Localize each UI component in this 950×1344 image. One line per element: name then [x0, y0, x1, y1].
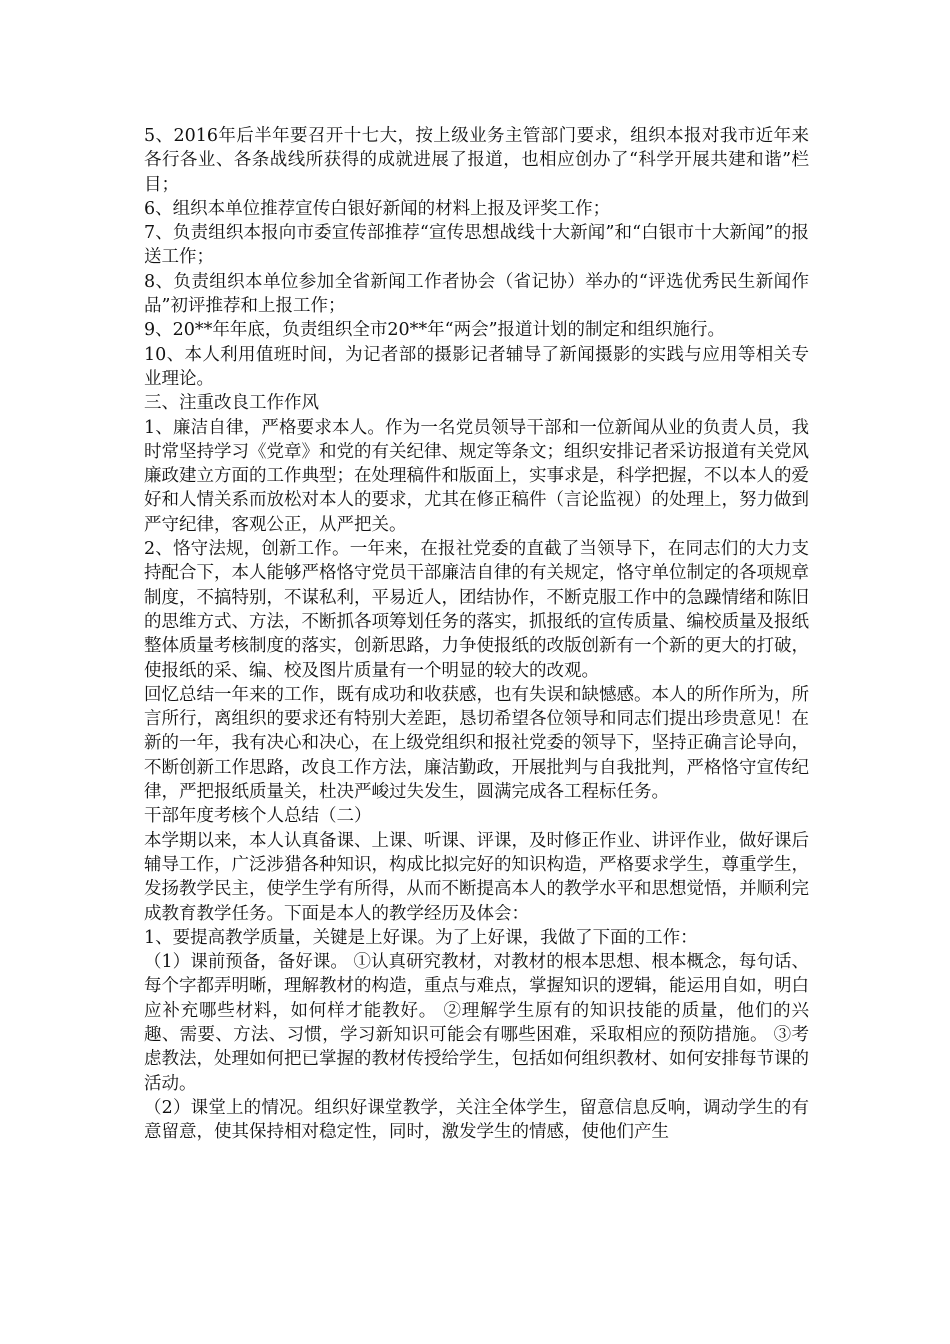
paragraph-item-10: 10、本人利用值班时间，为记者部的摄影记者辅导了新闻摄影的实践与应用等相关专业理论。 [144, 344, 809, 389]
paragraph-item-5: 5、2016年后半年要召开十七大，按上级业务主管部门要求，组织本报对我市近年来各行各业、各条战线所获得的成就进展了报道，也相应创办了“科学开展共建和谐”栏目； [144, 126, 809, 195]
paragraph-item-8: 8、负责组织本单位参加全省新闻工作者协会（省记协）举办的“评选优秀民生新闻作品”初评推荐和上报工作； [144, 271, 809, 317]
document-subtitle: 干部年度考核个人总结（二） [144, 806, 372, 827]
paragraph-teaching-class: （2）课堂上的情况。组织好课堂教学，关注全体学生，留意信息反响，调动学生的有意留意，使其保持相对稳定性，同时，激发学生的情感，使他们产生 [144, 1097, 809, 1143]
paragraph-innovation: 2、恪守法规，创新工作。一年来，在报社党委的直截了当领导下，在同志们的大力支持配合下，本人能够严格恪守党员干部廉洁自律的有关规定，恪守单位制定的各项规章制度，不搞特别，不谋私利，平易近人，团结协作，不断克服工作中的急躁情绪和陈旧的思维方式、方法，不断抓各项筹划任务的落实，抓报纸的宣传质量、编校质量及报纸整体质量考核制度的落实，创新思路，力争使报纸的改版创新有一个新的更大的打破，使报纸的采、编、校及图片质量有一个明显的较大的改观。 [144, 539, 809, 681]
paragraph-item-9: 9、20**年年底，负责组织全市20**年“两会”报道计划的制定和组织施行。 [144, 320, 726, 341]
paragraph-item-6: 6、组织本单位推荐宣传白银好新闻的材料上报及评奖工作； [144, 198, 611, 219]
paragraph-teaching-1: 1、要提高教学质量，关键是上好课。为了上好课，我做了下面的工作： [144, 927, 698, 948]
paragraph-intro: 本学期以来，本人认真备课、上课、听课、评课，及时修正作业、讲评作业，做好课后辅导工作，广泛涉猎各种知识，构成比拟完好的知识构造，严格要求学生，尊重学生，发扬教学民主，使学生学有所得，从而不断提高本人的教学水平和思想觉悟，并顺利完成教育教学任务。下面是本人的教学经历及体会： [144, 830, 809, 924]
document-page [144, 124, 809, 1144]
paragraph-summary: 回忆总结一年来的工作，既有成功和收获感，也有失误和缺憾感。本人的所作所为，所言所行，离组织的要求还有特别大差距，恳切希望各位领导和同志们提出珍贵意见！在新的一年，我有决心和决心，在上级党组织和报社党委的领导下，坚持正确言论导向，不断创新工作思路，改良工作方法，廉洁勤政，开展批判与自我批判，严格恪守宣传纪律，严把报纸质量关，杜决严峻过失发生，圆满完成各工程标任务。 [144, 684, 809, 803]
paragraph-item-7: 7、负责组织本报向市委宣传部推荐“宣传思想战线十大新闻”和“白银市十大新闻”的报送工作； [144, 223, 809, 268]
paragraph-teaching-prep: （1）课前预备，备好课。 ①认真研究教材，对教材的根本思想、根本概念，每句话、每个字都弄明晰，理解教材的构造，重点与难点，掌握知识的逻辑，能运用自如，明白应补充哪些材料，如何样才能教好。 ②理解学生原有的知识技能的质量，他们的兴趣、需要、方法、习惯，学习新知识可能会有哪些困难，采取相应的预防措施。 ③考虑教法，处理如何把已掌握的教材传授给学生，包括如何组织教材、如何安排每节课的活动。 [144, 952, 809, 1094]
paragraph-integrity: 1、廉洁自律，严格要求本人。作为一名党员领导干部和一位新闻从业的负责人员，我时常坚持学习《党章》和党的有关纪律、规定等条文；组织安排记者采访报道有关党风廉政建立方面的工作典型；在处理稿件和版面上，实事求是，科学把握，不以本人的爱好和人情关系而放松对本人的要求，尤其在修正稿件（言论监视）的处理上，努力做到严守纪律，客观公正，从严把关。 [144, 417, 809, 535]
section-heading: 三、注重改良工作作风 [144, 393, 319, 414]
